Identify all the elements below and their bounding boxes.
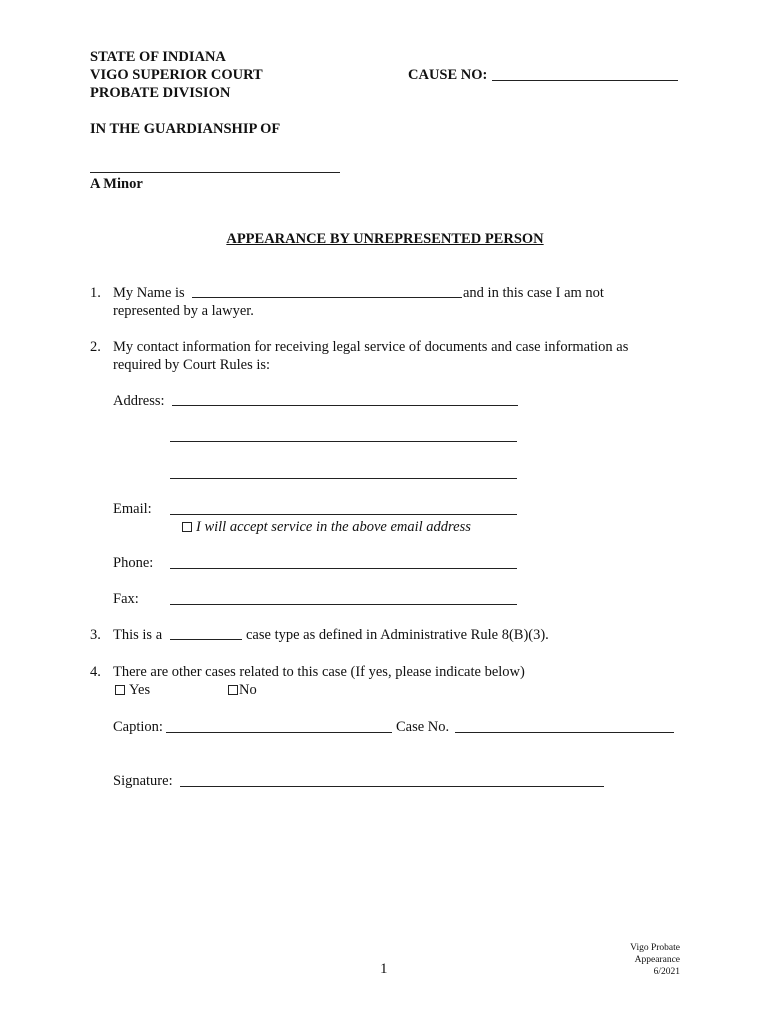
guardianship-heading: IN THE GUARDIANSHIP OF (90, 121, 281, 137)
email-accept-label: I will accept service in the above email address (196, 519, 471, 535)
footer-note-line3: 6/2021 (653, 967, 680, 977)
item-4-number: 4. (90, 664, 101, 680)
item-2-line1: My contact information for receiving legal service of documents and case information as (113, 339, 629, 355)
no-option[interactable] (228, 681, 257, 699)
item-2-number: 2. (90, 339, 101, 355)
address-line-3[interactable] (170, 478, 517, 479)
address-label: Address: (113, 393, 165, 409)
cause-no-label: CAUSE NO: (408, 67, 488, 83)
division-heading: PROBATE DIVISION (90, 85, 231, 101)
minor-name-line[interactable] (90, 172, 340, 173)
item-1-line2: represented by a lawyer. (113, 303, 254, 319)
signature-line[interactable] (180, 786, 604, 787)
item-4-text: There are other cases related to this case (If yes, please indicate below) (113, 664, 525, 680)
email-accept-option[interactable] (182, 518, 471, 536)
caption-label: Caption: (113, 719, 163, 735)
item-1-text-after: and in this case I am not (463, 285, 604, 301)
item-2-line2: required by Court Rules is: (113, 357, 271, 373)
case-type-line[interactable] (170, 639, 242, 640)
fax-label: Fax: (113, 591, 139, 607)
yes-checkbox[interactable] (115, 685, 125, 695)
item-1-number: 1. (90, 285, 101, 301)
yes-option[interactable] (115, 681, 150, 699)
no-checkbox[interactable] (228, 685, 238, 695)
minor-label: A Minor (90, 176, 143, 192)
state-heading: STATE OF INDIANA (90, 49, 226, 65)
email-accept-checkbox[interactable] (182, 522, 192, 532)
yes-label: Yes (129, 682, 151, 698)
case-no-label: Case No. (396, 719, 450, 735)
footer-note-line1: Vigo Probate (630, 943, 680, 953)
address-line-1[interactable] (172, 405, 518, 406)
fax-line[interactable] (170, 604, 517, 605)
footer-note-line2: Appearance (634, 955, 680, 965)
cause-no-line[interactable] (492, 80, 678, 81)
no-label: No (239, 682, 257, 698)
phone-label: Phone: (113, 555, 154, 571)
footer-note (630, 942, 680, 978)
court-heading: VIGO SUPERIOR COURT (90, 67, 263, 83)
item-3-number: 3. (90, 627, 101, 643)
name-line[interactable] (192, 297, 462, 298)
item-1-text-before: My Name is (113, 285, 185, 301)
item-3-text-after: case type as defined in Administrative Rule 8(B)(3). (246, 627, 549, 643)
email-label: Email: (113, 501, 152, 517)
document-title: APPEARANCE BY UNREPRESENTED PERSON (226, 231, 544, 247)
address-line-2[interactable] (170, 441, 517, 442)
signature-label: Signature: (113, 773, 173, 789)
page-number: 1 (380, 961, 388, 977)
case-no-line[interactable] (455, 732, 674, 733)
caption-line[interactable] (166, 732, 392, 733)
email-line[interactable] (170, 514, 517, 515)
phone-line[interactable] (170, 568, 517, 569)
item-3-text-before: This is a (113, 627, 163, 643)
